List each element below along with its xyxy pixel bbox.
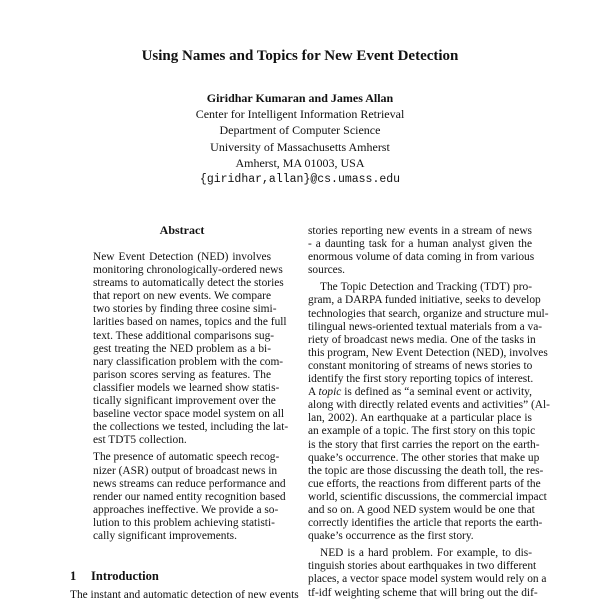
text-line: two stories by finding three cosine simi- — [93, 303, 277, 316]
text-line: lan, 2002). An earthquake at a particular place is — [308, 412, 532, 425]
text-line: along with directly related events and activities” (Al- — [308, 399, 550, 412]
intro-right-column — [308, 225, 550, 604]
text-line: that report on new events. We compare — [93, 290, 271, 303]
text-line: correctly identifies the article that reports the earth- — [308, 517, 543, 530]
abstract-body — [93, 251, 289, 547]
text-line: tinguish stories about earthquakes in two different — [308, 560, 537, 573]
emphasized-term: topic — [318, 386, 342, 399]
section-number: 1 — [70, 569, 77, 583]
author-email: {giridhar,allan}@cs.umass.edu — [199, 172, 401, 186]
section-heading — [70, 569, 159, 584]
text-line: technologies that search, organize and structure mul- — [308, 307, 549, 320]
text-line: and so on. A good NED system would be one that — [308, 503, 535, 516]
text-line: - a daunting task for a human analyst given the — [308, 238, 532, 251]
text-line: tf-idf weighting scheme that will bring out the dif- — [308, 586, 538, 599]
intro-left-column — [70, 589, 299, 602]
text-line: riety of broadcast news media. One of the tasks in — [308, 333, 536, 346]
text-line: The presence of automatic speech recog- — [93, 451, 280, 464]
text-line: The instant and automatic detection of new events — [70, 589, 299, 601]
paragraph — [93, 451, 286, 543]
text-line: identify the first story reporting topics of interest. — [308, 373, 534, 386]
text-line: monitoring chronologically-ordered news — [93, 264, 283, 277]
paragraph — [308, 547, 547, 599]
text-line: news streams can reduce performance and — [93, 477, 286, 490]
affiliation-line: University of Massachusetts Amherst — [210, 139, 390, 154]
text-line: quake’s occurrence. The other stories that make up — [308, 451, 540, 464]
text-line: A topic is defined as “a seminal event or activity, — [308, 386, 532, 399]
text-line: nizer (ASR) output of broadcast news in — [93, 464, 278, 477]
text-line: tically significant improvement over the — [93, 395, 276, 408]
section-title: Introduction — [91, 569, 159, 583]
text-line: approaches ineffective. We provide a so- — [93, 503, 279, 516]
text-line: text. These additional comparisons sug- — [93, 329, 275, 342]
text-line: nary classification problem with the com- — [93, 355, 284, 368]
text-line: parison scores serving as features. The — [93, 368, 271, 381]
paragraph — [93, 251, 289, 447]
abstract-heading: Abstract — [159, 223, 205, 237]
text-line: streams to automatically detect the stories — [93, 277, 284, 290]
text-line: this program, New Event Detection (NED), involves — [308, 346, 548, 359]
affiliation-line: Center for Intelligent Information Retrieval — [195, 107, 405, 121]
text-line: cally significant improvements. — [93, 529, 237, 542]
text-line: places, a vector space model system would rely on a — [308, 573, 547, 586]
text-line: baseline vector space model system on all — [93, 408, 285, 421]
text-line: lution to this problem achieving statisti- — [93, 516, 275, 529]
affiliation-line: Amherst, MA 01003, USA — [235, 155, 365, 170]
text-line: The Topic Detection and Tracking (TDT) pro- — [320, 281, 532, 294]
text-line: gram, a DARPA funded initiative, seeks to develop — [308, 294, 541, 307]
paper-title: Using Names and Topics for New Event Detection — [141, 48, 459, 64]
text-line: world, scientific discussions, the commercial impact — [308, 490, 547, 503]
text-line: tilingual news-oriented textual materials from a va- — [308, 320, 543, 333]
text-line: gest treating the NED problem as a bi- — [93, 342, 271, 355]
text-line: NED is a hard problem. For example, to dis- — [320, 547, 532, 560]
authors: Giridhar Kumaran and James Allan — [206, 91, 394, 105]
text-line: cue efforts, the reactions from different parts of the — [308, 477, 541, 490]
text-line: est TDT5 collection. — [93, 434, 187, 447]
text-line: larities based on names, topics and the full — [93, 316, 287, 329]
paragraph — [308, 281, 550, 543]
text-line: stories reporting new events in a stream of news — [308, 225, 532, 237]
text-line: the collections we tested, including the lat- — [93, 421, 289, 434]
text-line: quake’s occurrence as the first story. — [308, 530, 474, 543]
paragraph — [308, 225, 535, 277]
text-line: enormous volume of data coming in from various — [308, 251, 535, 264]
text-line: constant monitoring of streams of news stories to — [308, 359, 533, 372]
text-line: sources. — [308, 264, 346, 277]
affiliation-line: Department of Computer Science — [219, 123, 381, 138]
text-line: New Event Detection (NED) involves — [93, 251, 271, 263]
text-line: the topic are those discussing the death toll, the res- — [308, 464, 544, 477]
text-line: is the story that first carries the report on the earth- — [308, 438, 540, 451]
text-line: classifier models we learned show statis- — [93, 381, 280, 394]
text-line: render our named entity recognition based — [93, 490, 286, 503]
text-line: an example of a topic. The first story on this topic — [308, 425, 536, 438]
